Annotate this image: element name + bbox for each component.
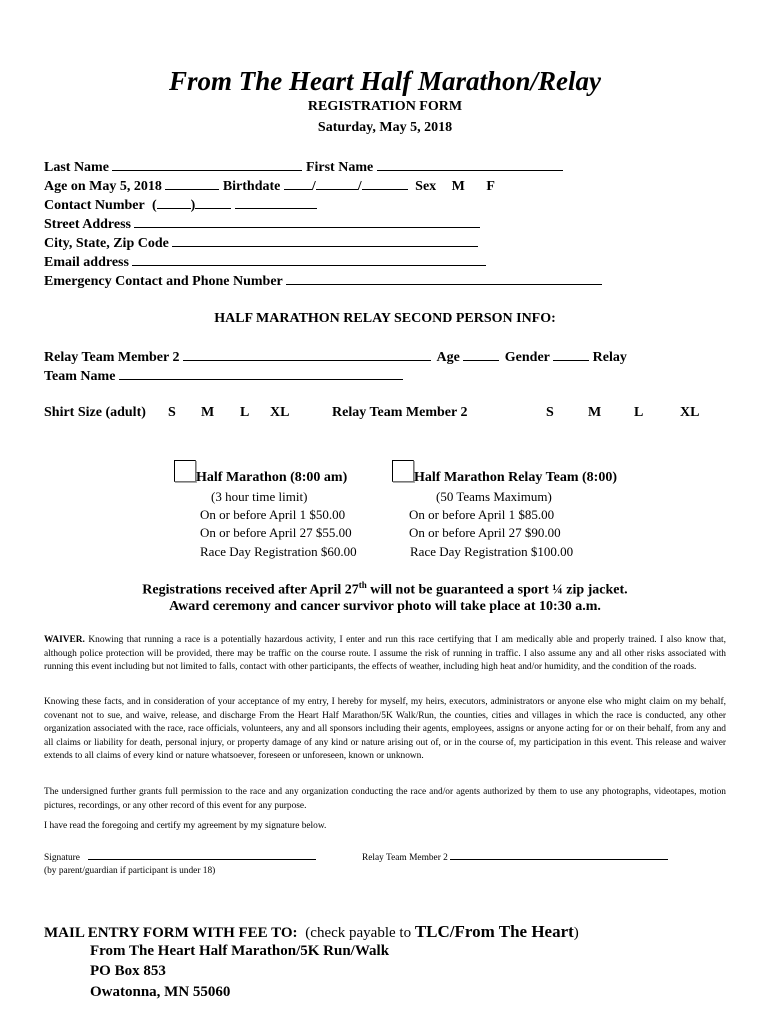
relay-price-april-1: On or before April 1 $85.00 (409, 507, 555, 522)
relay-team-limit: (50 Teams Maximum) (436, 489, 552, 504)
shirt-size-m[interactable]: M (201, 405, 215, 420)
sex-male-option[interactable]: M (451, 179, 465, 194)
half-marathon-title: Half Marathon (8:00 am) (196, 470, 348, 485)
relay-gender-label: Gender (504, 350, 550, 365)
relay-gender-field[interactable] (553, 348, 589, 361)
relay-member2-label: Relay Team Member 2 (44, 350, 180, 365)
relay-member-row (44, 348, 627, 366)
signature-field[interactable] (88, 850, 316, 860)
shirt-size-l[interactable]: L (240, 405, 250, 420)
last-name-row (44, 158, 563, 176)
event-date: Saturday, May 5, 2018 (317, 120, 453, 135)
shirt-size-s[interactable]: S (168, 405, 176, 420)
first-name-field[interactable] (377, 158, 563, 171)
waiver-paragraph-3: The undersigned further grants full permission to the race and any organization conducting the race and/or agents authorized by them to use any photographs, videotapes, motion pictures, recordings, or any other record of this event for any purpose. (44, 787, 726, 811)
relay-price-race-day: Race Day Registration $100.00 (410, 544, 574, 559)
contact-paren-close: ) (190, 198, 196, 213)
relay-price-april-27: On or before April 27 $90.00 (409, 525, 561, 540)
age-field[interactable] (165, 177, 219, 190)
contact-row (44, 196, 317, 214)
shirt-size-xl[interactable]: XL (270, 405, 290, 420)
notice-line1-start: Registrations received after April 27 (142, 582, 359, 598)
sex-label: Sex (415, 179, 437, 194)
sex-female-option[interactable]: F (486, 179, 495, 194)
birth-day-field[interactable] (316, 177, 358, 190)
city-field[interactable] (172, 234, 478, 247)
birthdate-label: Birthdate (222, 179, 281, 194)
birth-month-field[interactable] (284, 177, 312, 190)
relay-heading: HALF MARATHON RELAY SECOND PERSON INFO: (214, 311, 556, 326)
half-price-april-1: On or before April 1 $50.00 (200, 507, 346, 522)
shirt-member2-size-l[interactable]: L (634, 405, 644, 420)
page-title: From The Heart Half Marathon/Relay (168, 66, 602, 96)
shirt-size-label: Shirt Size (adult) (44, 405, 146, 420)
shirt-member2-size-xl[interactable]: XL (680, 405, 700, 420)
half-price-april-27: On or before April 27 $55.00 (200, 525, 352, 540)
registration-notice (0, 580, 770, 599)
emergency-field[interactable] (286, 272, 602, 285)
signature-row (44, 850, 316, 863)
award-notice: Award ceremony and cancer survivor photo will take place at 10:30 a.m. (169, 599, 601, 614)
emergency-row (44, 272, 602, 290)
emergency-label: Emergency Contact and Phone Number (44, 274, 283, 289)
half-price-race-day: Race Day Registration $60.00 (200, 544, 357, 559)
team-name-field[interactable] (119, 367, 403, 380)
street-field[interactable] (134, 215, 480, 228)
form-label: REGISTRATION FORM (307, 99, 463, 114)
mail-address-line1: From The Heart Half Marathon/5K Run/Walk (90, 943, 390, 959)
city-label: City, State, Zip Code (44, 236, 169, 251)
relay-team-title: Half Marathon Relay Team (8:00) (414, 470, 617, 485)
birth-year-field[interactable] (362, 177, 408, 190)
guardian-note: (by parent/guardian if participant is under 18) (44, 866, 216, 876)
relay-age-field[interactable] (463, 348, 499, 361)
waiver-paragraph-1 (44, 634, 726, 675)
mail-close-paren: ) (573, 925, 579, 941)
email-field[interactable] (132, 253, 486, 266)
contact-label: Contact Number (44, 198, 145, 213)
mail-check-text: (check payable to (305, 925, 412, 941)
phone-prefix-field[interactable] (195, 196, 231, 209)
half-marathon-limit: (3 hour time limit) (211, 489, 308, 504)
team-name-row (44, 367, 403, 385)
waiver-paragraph-2: Knowing these facts, and in consideration of your acceptance of my entry, I hereby for myself, my heirs, executors, administrators or anyone else who might claim on my behalf, covenant not to sue, and waive, release, and discharge From the Heart Half Marathon/5K Walk/Run, the counties, cities and villages in which the race is conducted, any other organization associated with the race, race officials, volunteers, any and all sponsors including their agents, employees, assigns or anyone acting for or on their behalf, from any and all claims or liability for death, personal injury, or property damage of any kind or nature arising out of, or in the course of, my participation in this event. This release and waiver extends to all claims of every kind or nature whatsoever, foreseen or unforeseen, known or unknown. (44, 697, 726, 762)
half-marathon-checkbox[interactable] (174, 460, 196, 482)
last-name-field[interactable] (112, 158, 302, 171)
shirt-member2-size-s[interactable]: S (546, 405, 554, 420)
age-row: Age on May 5, 2018 Birthdate / / Sex M F (44, 179, 495, 194)
first-name-label: First Name (305, 160, 374, 175)
relay-signature-row (362, 850, 668, 863)
contact-paren-open: ( (151, 198, 157, 213)
waiver-text-1: Knowing that running a race is a potentially hazardous activity, I enter and run this race certifying that I am medically able and properly trained. I also know that, although police protection will be provided, there may be traffic on the course route. I assume the risk of running in traffic. I also assume any and all other risks associated with running this event including but not limited to falls, contact with other participants, the effects of weather, including high heat and/or humidity, and the condition of the roads. (44, 635, 726, 673)
street-label: Street Address (44, 217, 131, 232)
relay-signature-label: Relay Team Member 2 (362, 853, 448, 863)
mail-address-line3: Owatonna, MN 55060 (90, 984, 231, 1000)
waiver-paragraph-4: I have read the foregoing and certify my agreement by my signature below. (44, 821, 327, 831)
phone-number-field[interactable] (235, 196, 317, 209)
relay-team-checkbox[interactable] (392, 460, 414, 482)
relay-signature-field[interactable] (450, 850, 668, 860)
area-code-field[interactable] (157, 196, 191, 209)
shirt-member2-label: Relay Team Member 2 (332, 405, 468, 420)
notice-superscript: th (358, 580, 367, 590)
email-label: Email address (44, 255, 129, 270)
street-row (44, 215, 480, 233)
mail-label: MAIL ENTRY FORM WITH FEE TO: (44, 925, 298, 941)
last-name-label: Last Name (44, 160, 109, 175)
city-row (44, 234, 478, 252)
mail-address-line2: PO Box 853 (90, 963, 166, 979)
relay-age-label: Age (436, 350, 460, 365)
email-row (44, 253, 486, 271)
notice-line1-end: will not be guaranteed a sport ¼ zip jacket. (366, 582, 628, 598)
mail-payee: TLC/From The Heart (414, 922, 574, 941)
team-name-label: Team Name (44, 369, 116, 384)
shirt-member2-size-m[interactable]: M (588, 405, 602, 420)
waiver-label: WAIVER. (44, 635, 85, 645)
mail-entry-line (44, 922, 579, 942)
relay-member2-field[interactable] (183, 348, 431, 361)
age-label: Age on May 5, 2018 (44, 179, 162, 194)
relay-label: Relay (592, 350, 627, 365)
signature-label: Signature (44, 853, 80, 863)
